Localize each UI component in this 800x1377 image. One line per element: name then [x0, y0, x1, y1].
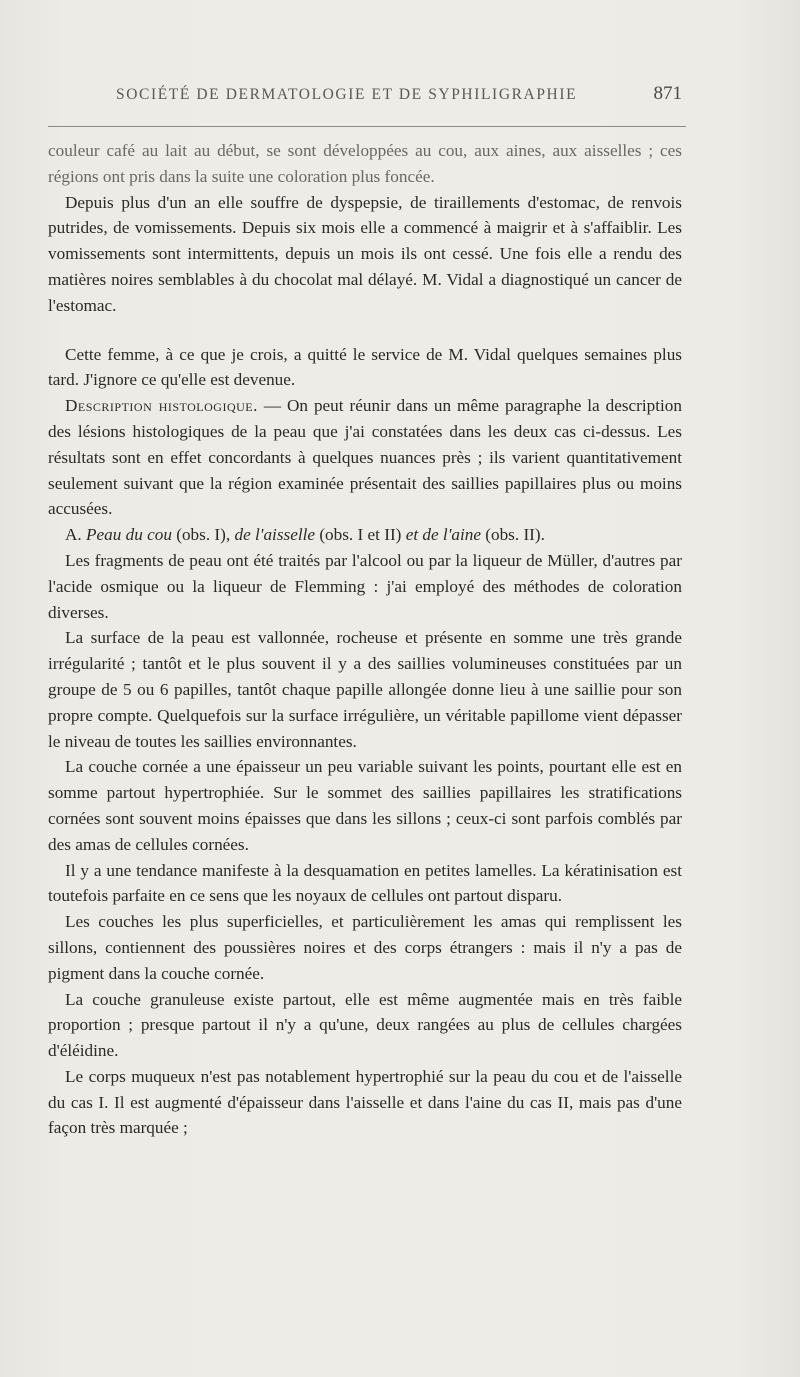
paragraph-1: couleur café au lait au début, se sont développées au cou, aux aines, aux aisselles ; ces régions ont pris dans la suite une coloration plus foncée. [48, 141, 682, 186]
paragraph-10: Les couches les plus superficielles, et particulièrement les amas qui remplissent les sillons, contiennent des poussières noires et des corps étrangers : mais il n'y a pas de pigment dans la couche cornée. [48, 912, 682, 983]
section-heading: Description histologique. [65, 396, 258, 416]
subheading-obs-2: (obs. I et II) [315, 525, 406, 545]
subheading-aine: et de l'aine [405, 525, 481, 545]
paragraph-2: Depuis plus d'un an elle souffre de dyspepsie, de tiraillements d'estomac, de renvois putrides, de vomissements. Depuis six mois elle a commencé à maigrir et à s'affaiblir. Les vomissements sont intermittents, depuis un mois ils ont cessé. Une fois elle a rendu des matières noires semblables à du chocolat mal délayé. M. Vidal a diagnostiqué un cancer de l'estomac. [48, 192, 682, 315]
subheading-letter: A. [65, 525, 87, 545]
paragraph-12: Le corps muqueux n'est pas notablement hypertrophié sur la peau du cou et de l'aisselle du cas I. Il est augmenté d'épaisseur dans l'aisselle et dans l'aine du cas II, mais pas d'une façon très marquée ; [48, 1066, 682, 1138]
subheading-obs-3: (obs. II). [480, 525, 545, 545]
subheading-aisselle: de l'aisselle [234, 525, 316, 545]
page-header [48, 84, 688, 114]
paragraph-7: La surface de la peau est vallonnée, rocheuse et présente en somme une très grande irrégularité ; tantôt et le plus souvent il y a des saillies volumineuses constituées par un groupe de 5 ou 6 papilles, tantôt chaque papille allongée donne lieu à une saillie pour son propre compte. Quelquefois sur la surface irrégulière, un véritable papillome vient dépasser le niveau de toutes les saillies environnantes. [48, 628, 682, 751]
paragraph-11: La couche granuleuse existe partout, elle est même augmentée mais en très faible proportion ; presque partout il n'y a qu'une, deux rangées au plus de cellules chargées d'éléidine. [48, 989, 682, 1061]
subheading-obs-1: (obs. I), [171, 525, 235, 545]
paragraph-5 [48, 522, 682, 548]
paragraph-4 [48, 393, 682, 522]
text-body [48, 138, 682, 1141]
paragraph-3: Cette femme, à ce que je crois, a quitté le service de M. Vidal quelques semaines plus tard. J'ignore ce qu'elle est devenue. [48, 344, 682, 390]
paragraph-8: La couche cornée a une épaisseur un peu variable suivant les points, pourtant elle est en somme partout hypertrophiée. Sur le sommet des saillies papillaires les stratifications cornées sont souvent moins épaisses que dans les sillons ; ceux-ci sont parfois comblés par des amas de cellules cornées. [48, 757, 682, 854]
running-title: SOCIÉTÉ DE DERMATOLOGIE ET DE SYPHILIGRAPHIE [116, 86, 578, 103]
subheading-peau-du-cou: Peau du cou [86, 525, 172, 545]
page-number: 871 [653, 83, 682, 104]
paragraph-6: Les fragments de peau ont été traités par l'alcool ou par la liqueur de Müller, d'autres par l'acide osmique ou la liqueur de Flemming : j'ai employé des méthodes de coloration diverses. [48, 550, 682, 622]
header-rule [48, 126, 686, 127]
paragraph-4-text: — On peut réunir dans un même paragraphe la description des lésions histologiques de la peau que j'ai constatées dans les deux cas ci-dessus. Les résultats sont en effet concordants à quelques nuances près ; ils varient quantitativement seulement suivant que la région examinée présentait des saillies papillaires plus ou moins accusées. [48, 396, 682, 519]
paragraph-9: Il y a une tendance manifeste à la desquamation en petites lamelles. La kératinisation est toutefois parfaite en ce sens que les noyaux de cellules ont partout disparu. [48, 860, 682, 906]
